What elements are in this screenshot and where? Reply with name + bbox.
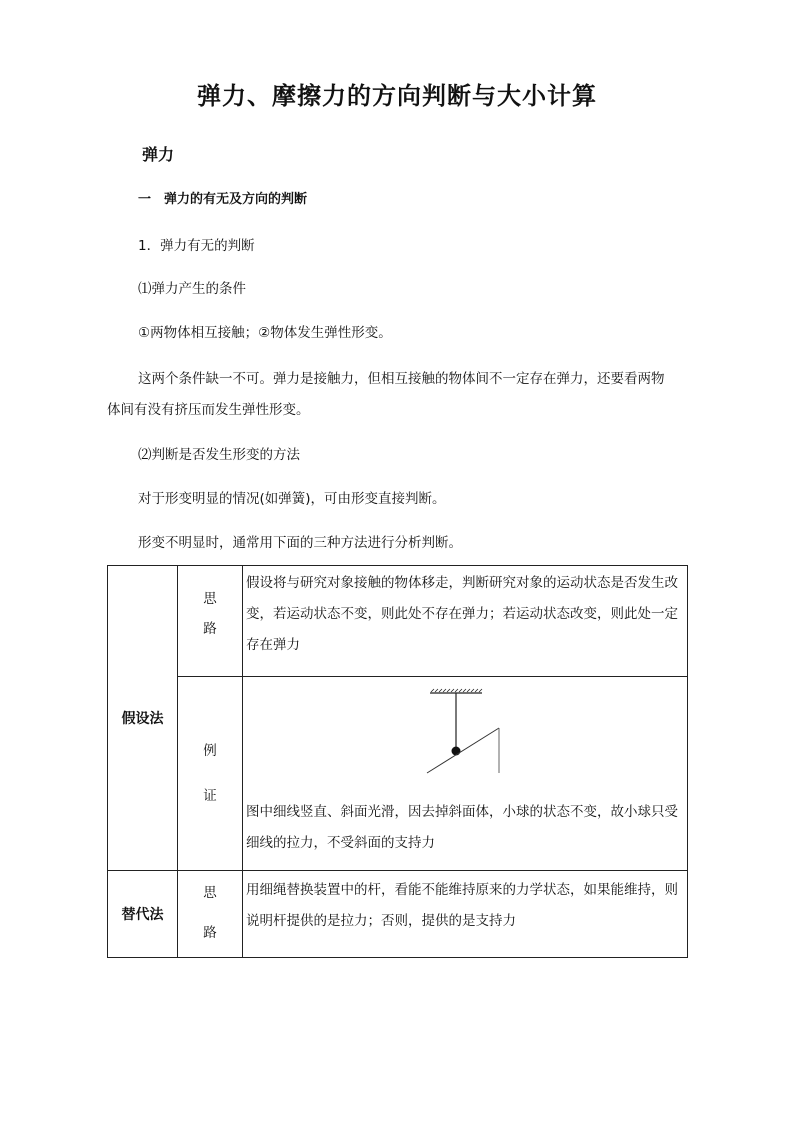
table-row <box>108 871 688 958</box>
page-title: 弹力、摩擦力的方向判断与大小计算 <box>197 81 597 110</box>
example-text: 图中细线竖直、斜面光滑，因去掉斜面体，小球的状态不变，故小球只受细线的拉力，不受斜面的支持力 <box>246 804 678 851</box>
method-label: 假设法 <box>121 711 164 727</box>
idea-cell <box>243 566 688 677</box>
table-row <box>108 566 688 677</box>
ceiling-hatch <box>431 689 482 692</box>
kind-char: 思 <box>203 885 217 901</box>
kind-char: 路 <box>203 925 217 941</box>
paragraph-3: 形变不明显时，通常用下面的三种方法进行分析判断。 <box>138 535 462 551</box>
incline-slope <box>427 728 499 773</box>
example-cell <box>243 677 688 871</box>
kind-cell <box>178 871 243 958</box>
kind-cell <box>178 677 243 871</box>
method-label: 替代法 <box>121 907 164 923</box>
idea-cell <box>243 871 688 958</box>
kind-char: 例 <box>203 743 217 759</box>
kind-char: 路 <box>203 621 217 637</box>
idea-text: 假设将与研究对象接触的物体移走，判断研究对象的运动状态是否发生改变，若运动状态不变，则此处不存在弹力；若运动状态改变，则此处一定存在弹力 <box>246 575 678 653</box>
paragraph-2: 对于形变明显的情况(如弹簧)，可由形变直接判断。 <box>138 491 446 507</box>
subsection-heading: 一 弹力的有无及方向的判断 <box>138 192 308 207</box>
kind-char: 证 <box>203 788 217 804</box>
table-row <box>108 677 688 871</box>
section-heading: 弹力 <box>142 145 175 164</box>
method-cell <box>108 566 178 871</box>
kind-char: 思 <box>203 591 217 607</box>
item-1-1-heading: ⑴弹力产生的条件 <box>138 281 246 297</box>
paragraph-1-line-1: 这两个条件缺一不可。弹力是接触力，但相互接触的物体间不一定存在弹力，还要看两物 <box>138 371 665 387</box>
methods-table <box>107 565 688 958</box>
paragraph-1-line-2: 体间有没有挤压而发生弹性形变。 <box>107 402 310 418</box>
method-cell <box>108 871 178 958</box>
ball-incline-diagram <box>243 677 687 793</box>
item-1-heading: 1．弹力有无的判断 <box>138 238 255 254</box>
conditions-text: ①两物体相互接触；②物体发生弹性形变。 <box>138 325 392 341</box>
idea-text: 用细绳替换装置中的杆，看能不能维持原来的力学状态，如果能维持，则说明杆提供的是拉力；否则，提供的是支持力 <box>246 882 678 929</box>
kind-cell <box>178 566 243 677</box>
item-1-2-heading: ⑵判断是否发生形变的方法 <box>138 447 300 463</box>
example-figure-area <box>243 677 687 793</box>
ball <box>452 747 461 756</box>
